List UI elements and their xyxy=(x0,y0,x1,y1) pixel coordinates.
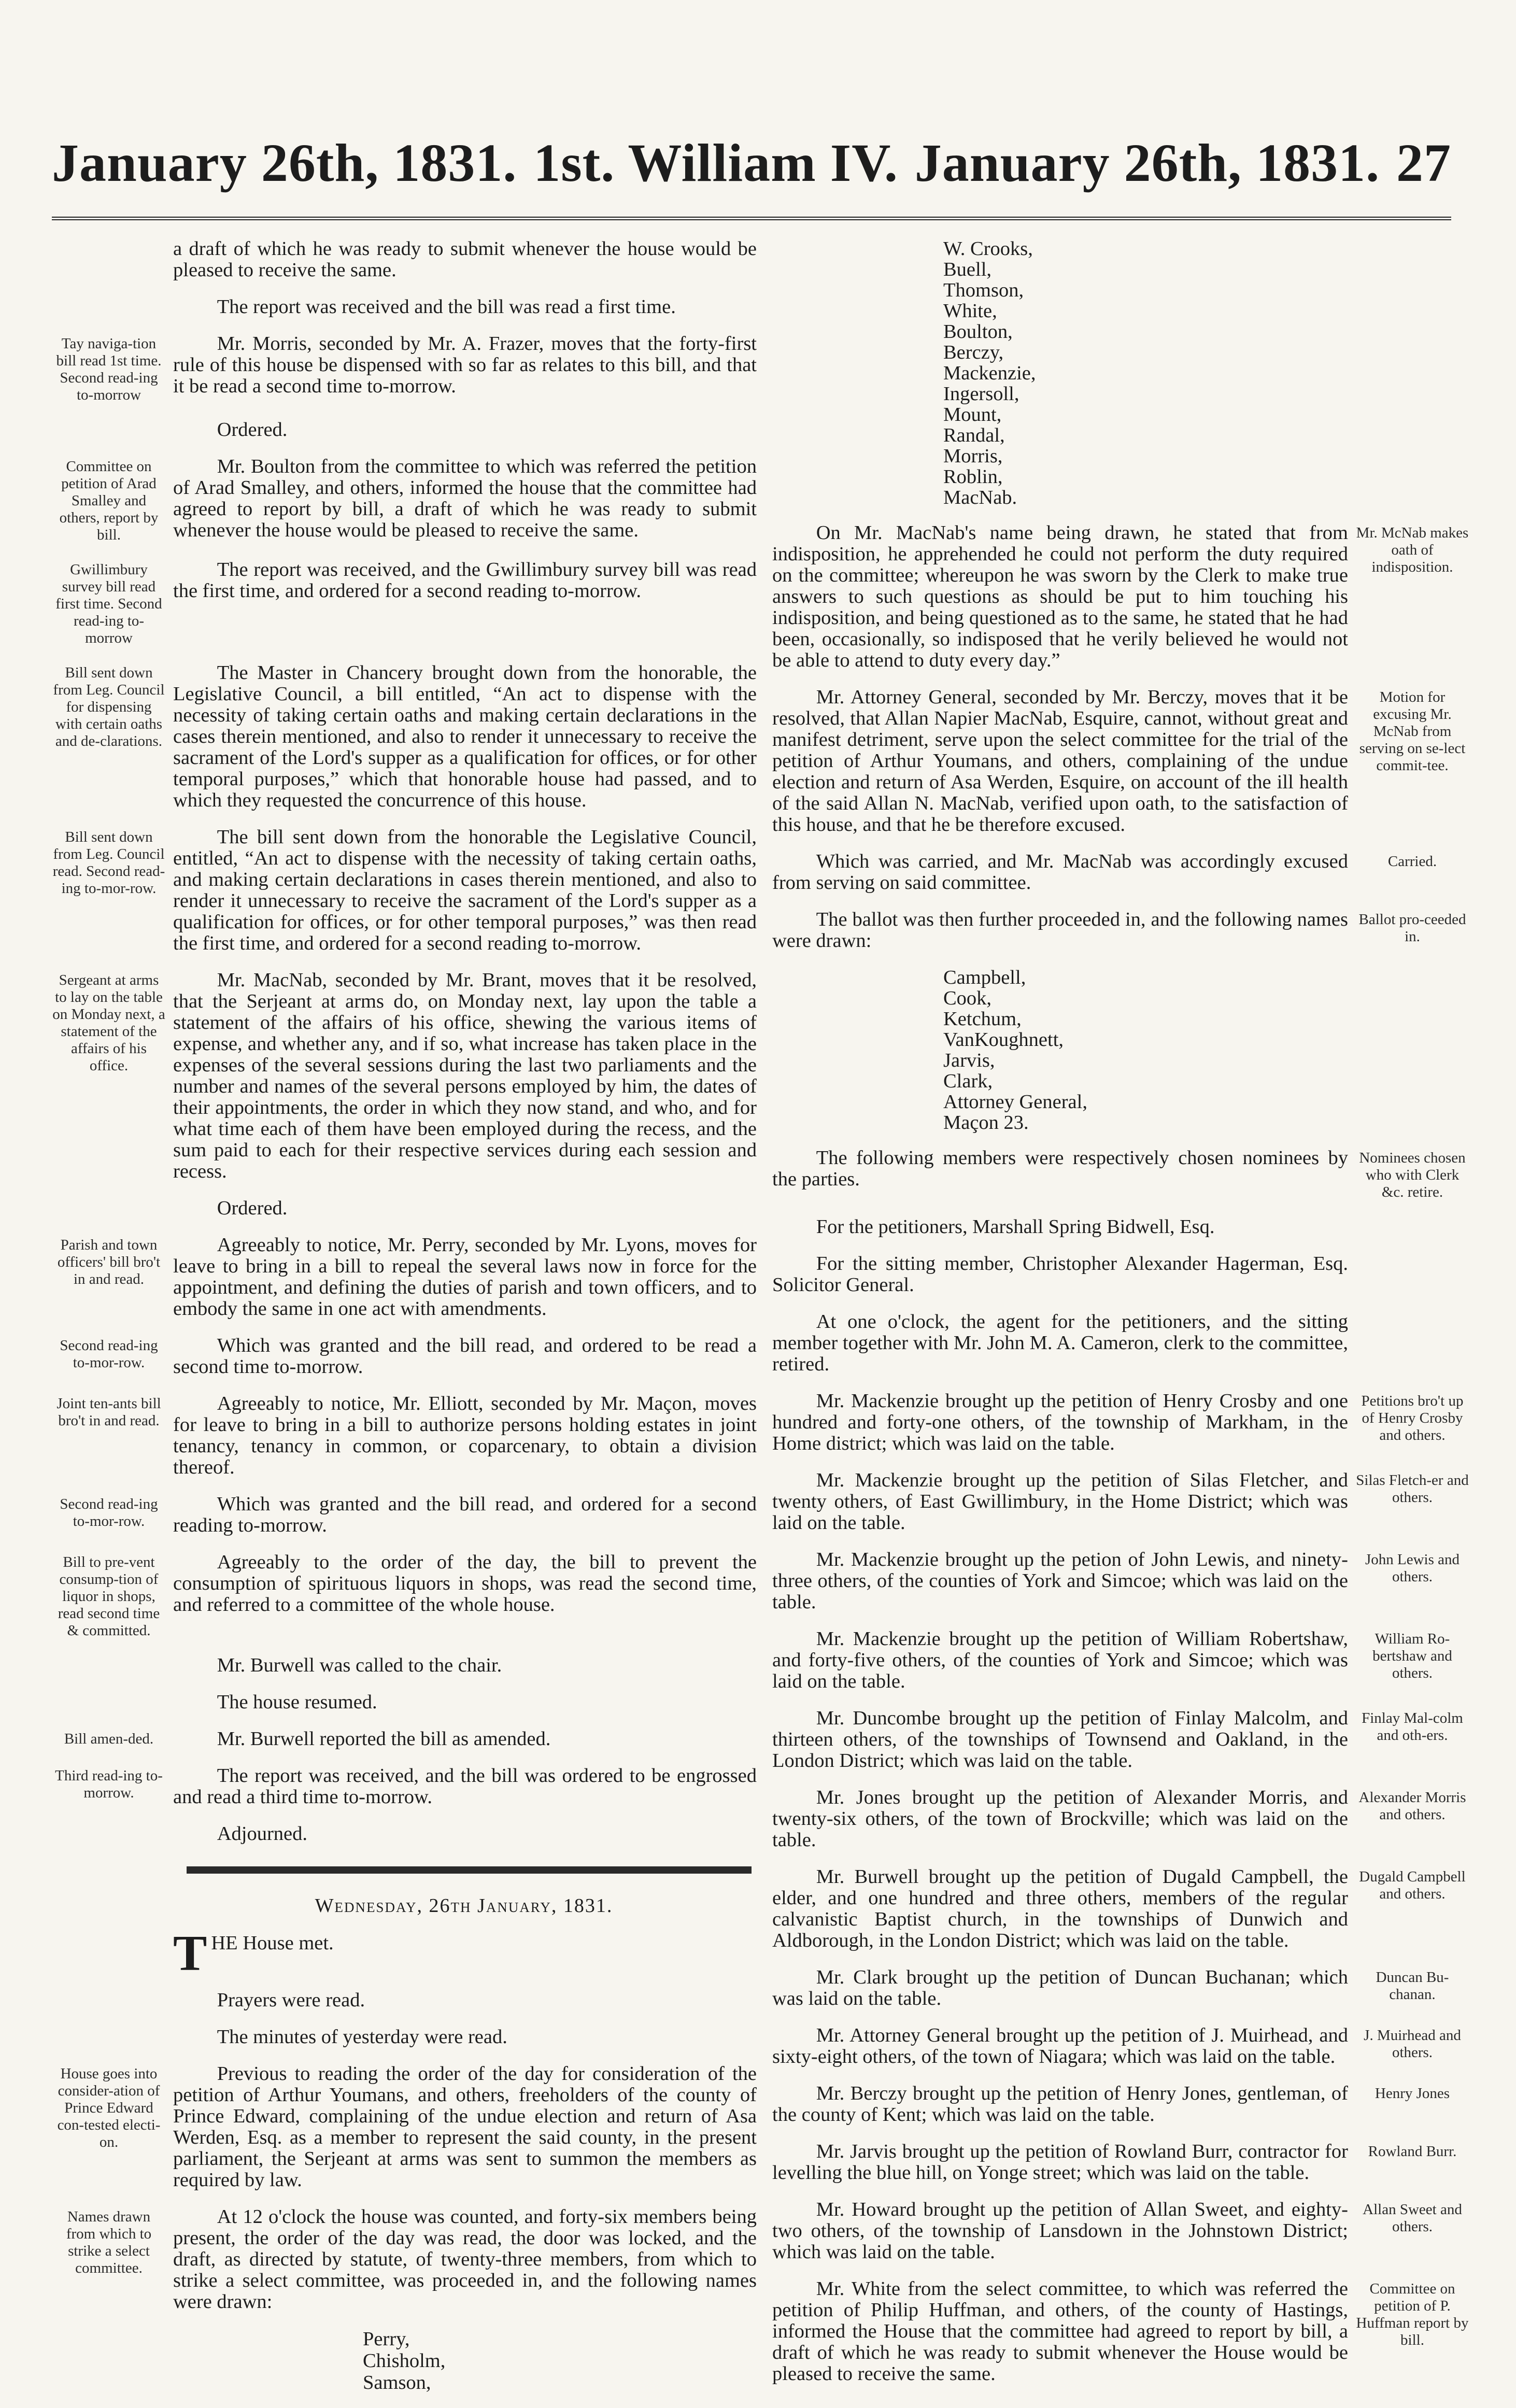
left-intro: a draft of which he was ready to submit whenever the house would be pleased to receive the same. xyxy=(173,238,757,281)
paragraph-entry xyxy=(772,687,1469,835)
member-name: Jarvis, xyxy=(943,1050,995,1071)
paragraph-text: Adjourned. xyxy=(217,1823,307,1845)
right-entries xyxy=(772,522,1469,952)
right-name-list-2 xyxy=(772,967,1469,1133)
paragraph-text: Mr. Jones brought up the petition of Alexander Morris, and twenty-six others, of the town of Brockville; which was laid on the table. xyxy=(772,1787,1348,1851)
paragraph-entry xyxy=(772,2025,1469,2067)
paragraph-entry xyxy=(52,456,757,544)
paragraph-text: On Mr. MacNab's name being drawn, he stated that from indisposition, he apprehended he could not perform the duty required on the committee; whereupon he was sworn by the Clerk to make true answers to such questions as should be put to him touching his indisposition, and being questioned as to the same, he stated that he had been, occasionally, so indisposed that he verily believed he would not be able to attend to duty every day.” xyxy=(772,522,1348,671)
member-name: Boulton, xyxy=(943,321,1013,343)
margin-note: Dugald Campbell and others. xyxy=(1359,1868,1466,1902)
paragraph-text: Mr. Duncombe brought up the petition of Finlay Malcolm, and thirteen others, of the townships of Townsend and Oakland, in the London District; which was laid on the table. xyxy=(772,1707,1348,1772)
paragraph-text: At one o'clock, the agent for the petitioners, and the sitting member together with Mr. John M. A. Cameron, clerk to the committee, retired. xyxy=(772,1311,1348,1375)
paragraph-text: For the petitioners, Marshall Spring Bidwell, Esq. xyxy=(816,1216,1215,1238)
member-name: Mount, xyxy=(943,404,1002,426)
paragraph-entry xyxy=(772,2083,1469,2126)
prayers-read: Prayers were read. xyxy=(217,1989,365,2011)
paragraph-text: Mr. Burwell was called to the chair. xyxy=(217,1654,502,1676)
paragraph-text: At 12 o'clock the house was counted, and forty-six members being present, the order of the day was read, the door was locked, and the draft, as directed by statute, of twenty-three members, from which to strike a select committee, was proceeded in, and the following names were drawn: xyxy=(173,2206,757,2313)
margin-note: Carried. xyxy=(1387,853,1437,870)
margin-note: Bill sent down from Leg. Council read. Second read-ing to-mor-row. xyxy=(52,829,165,897)
paragraph-entry xyxy=(52,1552,757,1639)
paragraph-text: Previous to reading the order of the day for consideration of the petition of Arthur Youmans, and others, freeholders of the county of Prince Edward, complaining of the undue election and return of Asa Werden, Esq. as a member to represent the said county, in the present parliament, the Serjeant at arms was sent to summon the members as required by law. xyxy=(173,2063,757,2191)
paragraph-text: Mr. Burwell reported the bill as amended. xyxy=(217,1728,551,1750)
margin-note xyxy=(52,1823,166,1845)
paragraph-text: The house resumed. xyxy=(217,1691,377,1713)
margin-note: Alexander Morris and others. xyxy=(1358,1789,1466,1823)
minutes-read: The minutes of yesterday were read. xyxy=(217,2026,507,2048)
paragraph-text: Mr. Howard brought up the petition of Allan Sweet, and eighty-two others, of the township of Lansdown in the Johnstown District; which was laid on the table. xyxy=(772,2199,1348,2263)
margin-note: Finlay Mal-colm and oth-ers. xyxy=(1362,1710,1463,1744)
paragraph-entry xyxy=(52,2206,757,2313)
member-name: Ketchum, xyxy=(943,1008,1022,1030)
margin-note xyxy=(52,419,166,441)
left-entries xyxy=(52,333,757,1845)
drop-cap: T xyxy=(173,1925,207,1981)
paragraph-text: Mr. MacNab, seconded by Mr. Brant, moves that it be resolved, that the Serjeant at arms do, on Monday next, lay upon the table a statement of the affairs of his office, shewing the various items of expense, and whether any, and if so, what increase has taken place in the expenses of the several sessions during the last two parliaments and the number and names of the several persons employed by him, the dates of their appointments, the order in which they now stand, and who, and for what time each of them have been employed during the recess, and the sum paid to each for their respective services during each session and recess. xyxy=(173,969,757,1182)
margin-note xyxy=(52,1692,166,1713)
paragraph-text: The bill sent down from the honorable the Legislative Council, entitled, “An act to dispense with the necessity of taking certain oaths, and making certain declarations in cases therein mentioned, and also to render it unnecessary to receive the sacrament of the Lord's supper as a qualification for offices, or for other temporal purposes,” was then read the first time, and ordered for a second reading to-morrow. xyxy=(173,826,757,954)
margin-note: Bill sent down from Leg. Council for dispensing with certain oaths and de-clarations. xyxy=(53,664,165,749)
right-entries-2 xyxy=(772,1148,1469,2385)
member-name: Attorney General, xyxy=(943,1091,1087,1113)
margin-note: Sergeant at arms to lay on the table on Monday next, a statement of the affairs of his office. xyxy=(52,972,165,1074)
member-name: Chisholm, xyxy=(363,2350,446,2372)
margin-note: Gwillimbury survey bill read first time. Second read-ing to-morrow xyxy=(55,561,162,646)
paragraph-text: Which was carried, and Mr. MacNab was accordingly excused from serving on said committee. xyxy=(772,851,1348,894)
member-name: Clark, xyxy=(943,1070,993,1092)
member-name: Berczy, xyxy=(943,342,1004,363)
house-met: THE House met. xyxy=(173,1925,334,1981)
paragraph-entry xyxy=(52,970,757,1182)
paragraph-text: Which was granted and the bill read, and ordered for a second reading to-morrow. xyxy=(173,1493,757,1536)
section-divider xyxy=(187,1866,752,1874)
paragraph-entry xyxy=(52,559,757,647)
paragraph-text: Mr. Mackenzie brought up the petition of Henry Crosby and one hundred and forty-one others, of the township of Markham, in the Home district; which was laid on the table. xyxy=(772,1390,1348,1454)
paragraph-entry xyxy=(772,1311,1469,1375)
margin-note: Motion for excusing Mr. McNab from serving on se-lect commit-tee. xyxy=(1359,689,1466,774)
paragraph-entry xyxy=(52,1765,757,1808)
paragraph-entry xyxy=(772,2199,1469,2263)
margin-note: Second read-ing to-mor-row. xyxy=(60,1337,158,1371)
paragraph-entry xyxy=(52,1335,757,1378)
paragraph-entry xyxy=(772,1787,1469,1851)
right-column xyxy=(772,238,1469,2400)
margin-note xyxy=(52,1198,166,1219)
margin-note: Bill to pre-vent consump-tion of liquor in shops, read second time & committed. xyxy=(58,1554,160,1639)
paragraph-text: Mr. Mackenzie brought up the petion of John Lewis, and ninety-three others, of the counties of York and Simcoe; which was laid on the table. xyxy=(772,1549,1348,1613)
paragraph-entry xyxy=(772,1148,1469,1201)
paragraph-entry xyxy=(52,1729,757,1750)
paragraph-entry xyxy=(772,1708,1469,1772)
paragraph-entry xyxy=(772,1253,1469,1296)
member-name: MacNab. xyxy=(943,487,1017,508)
margin-note: Duncan Bu-chanan. xyxy=(1376,1969,1449,2003)
margin-note: Committee on petition of Arad Smalley and others, report by bill. xyxy=(59,458,159,543)
paragraph-entry xyxy=(52,1198,757,1219)
margin-note: Silas Fletch-er and others. xyxy=(1356,1472,1469,1506)
right-name-list xyxy=(772,238,1469,508)
paragraph-text: The following members were respectively chosen nominees by the parties. xyxy=(772,1147,1348,1190)
paragraph-entry xyxy=(772,522,1469,671)
paragraph-text: Agreeably to the order of the day, the bill to prevent the consumption of spirituous liquors in shops, was read the second time, and referred to a committee of the whole house. xyxy=(173,1551,757,1616)
member-name: Perry, xyxy=(363,2328,410,2350)
member-name: White, xyxy=(943,300,997,322)
paragraph-text: Mr. Clark brought up the petition of Duncan Buchanan; which was laid on the table. xyxy=(772,1966,1348,2009)
member-name: Maçon 23. xyxy=(943,1112,1029,1134)
margin-note: Committee on petition of P. Huffman report by bill. xyxy=(1356,2280,1469,2348)
paragraph-text: Mr. Mackenzie brought up the petition of Silas Fletcher, and twenty others, of East Gwillimbury, in the Home District; which was laid on the table. xyxy=(772,1469,1348,1534)
paragraph-text: Mr. Attorney General, seconded by Mr. Berczy, moves that it be resolved, that Allan Napier MacNab, Esquire, cannot, without great and manifest detriment, serve upon the select committee for the trial of the petition of Arthur Youmans, and others, complaining of the undue election and return of Asa Werden, Esquire, on account of the ill health of the said Allan N. MacNab, verified upon oath, to the satisfaction of this house, and that he be therefore excused. xyxy=(772,686,1348,835)
paragraph-text: Mr. White from the select committee, to which was referred the petition of Philip Huffman, and others, of the county of Hastings, informed the House that the committee had agreed to report by bill, a draft of which he was ready to submit whenever the House would be pleased to receive the same. xyxy=(772,2278,1348,2385)
paragraph-entry xyxy=(772,2141,1469,2184)
margin-note xyxy=(1355,1311,1469,1375)
paragraph-entry xyxy=(52,1235,757,1320)
margin-note: Names drawn from which to strike a select committee. xyxy=(66,2208,152,2276)
margin-note: Henry Jones xyxy=(1375,2085,1450,2102)
paragraph-text: For the sitting member, Christopher Alexander Hagerman, Esq. Solicitor General. xyxy=(772,1253,1348,1296)
header-title: 1st. William IV. xyxy=(533,133,898,193)
paragraph-entry xyxy=(52,1823,757,1845)
margin-note: Rowland Burr. xyxy=(1368,2143,1457,2160)
header-rule xyxy=(52,217,1451,220)
member-name: Buell, xyxy=(943,259,992,280)
paragraph-text: Mr. Attorney General brought up the petition of J. Muirhead, and sixty-eight others, of the town of Niagara; which was laid on the table. xyxy=(772,2024,1348,2067)
running-header xyxy=(52,132,1451,200)
paragraph-text: The report was received, and the bill was ordered to be engrossed and read a third time to-morrow. xyxy=(173,1765,757,1808)
margin-note: William Ro-bertshaw and others. xyxy=(1372,1631,1452,1681)
paragraph-entry xyxy=(772,1866,1469,1951)
margin-note xyxy=(1355,1216,1469,1238)
paragraph-text: The ballot was then further proceeded in, and the following names were drawn: xyxy=(772,909,1348,952)
left-intro-2: The report was received and the bill was read a first time. xyxy=(217,296,676,318)
paragraph-entry xyxy=(52,827,757,954)
paragraph-text: The report was received, and the Gwillimbury survey bill was read the first time, and ordered for a second reading to-morrow. xyxy=(173,559,757,602)
margin-note: Tay naviga-tion bill read 1st time. Second read-ing to-morrow xyxy=(56,335,162,403)
member-name: VanKoughnett, xyxy=(943,1029,1064,1051)
left-name-list xyxy=(52,2328,757,2393)
margin-note: Nominees chosen who with Clerk &c. retire. xyxy=(1359,1150,1466,1200)
paragraph-entry xyxy=(52,419,757,441)
member-name: Ingersoll, xyxy=(943,383,1019,405)
paragraph-text: Mr. Mackenzie brought up the petition of William Robertshaw, and forty-five others, of the counties of York and Simcoe; which was laid on the table. xyxy=(772,1628,1348,1692)
member-name: Cook, xyxy=(943,987,992,1009)
margin-note: John Lewis and others. xyxy=(1365,1551,1460,1585)
paragraph-entry xyxy=(52,1655,757,1676)
left-column xyxy=(52,238,757,2408)
paragraph-entry xyxy=(52,333,757,404)
header-right-date: January 26th, 1831. xyxy=(914,133,1380,193)
margin-note: J. Muirhead and others. xyxy=(1364,2027,1461,2061)
margin-note xyxy=(52,1655,166,1676)
paragraph-text: Mr. Morris, seconded by Mr. A. Frazer, moves that the forty-first rule of this house be dispensed with so far as relates to this bill, and that it be read a second time to-morrow. xyxy=(173,333,757,397)
member-name: Morris, xyxy=(943,445,1003,467)
paragraph-text: Agreeably to notice, Mr. Perry, seconded by Mr. Lyons, moves for leave to bring in a bill to repeal the several laws now in force for the appointment, and defining the duties of parish and town officers, and to embody the same in one act with amendments. xyxy=(173,1234,757,1320)
paragraph-entry xyxy=(52,1494,757,1536)
paragraph-entry xyxy=(52,662,757,811)
paragraph-entry xyxy=(772,2278,1469,2385)
paragraph-text: Ordered. xyxy=(217,1197,288,1219)
paragraph-text: Agreeably to notice, Mr. Elliott, seconded by Mr. Maçon, moves for leave to bring in a bill to authorize persons holding estates in joint tenancy, tenancy in common, or coparcenary, to obtain a division thereof. xyxy=(173,1393,757,1478)
paragraph-text: Which was granted and the bill read, and ordered to be read a second time to-morrow. xyxy=(173,1335,757,1378)
paragraph-entry xyxy=(772,851,1469,894)
paragraph-entry xyxy=(52,2063,757,2191)
margin-note: Ballot pro-ceeded in. xyxy=(1358,911,1466,945)
paragraph-entry xyxy=(772,1470,1469,1534)
paragraph-entry xyxy=(772,1391,1469,1454)
paragraph-entry xyxy=(772,1967,1469,2009)
dateline: Wednesday, 26th January, 1831. xyxy=(315,1895,613,1917)
paragraph-text: Mr. Boulton from the committee to which was referred the petition of Arad Smalley, and others, informed the house that the committee had agreed to report by bill, a draft of which he was ready to submit whenever the house would be pleased to receive the same. xyxy=(173,456,757,541)
paragraph-text: Mr. Burwell brought up the petition of Dugald Campbell, the elder, and one hundred and three others, members of the regular calvanistic Baptist church, in the townships of Dunwich and Aldborough, in the London District; which was laid on the table. xyxy=(772,1866,1348,1951)
paragraph-entry xyxy=(52,1393,757,1478)
paragraph-entry xyxy=(772,1216,1469,1238)
margin-note: House goes into consider-ation of Prince Edward con-tested electi-on. xyxy=(57,2065,161,2150)
page-number: 27 xyxy=(1396,133,1451,193)
paragraph-entry xyxy=(772,1628,1469,1692)
member-name: Thomson, xyxy=(943,279,1024,301)
margin-note: Second read-ing to-mor-row. xyxy=(60,1496,158,1529)
paragraph-text: Ordered. xyxy=(217,419,288,441)
margin-note: Mr. McNab makes oath of indisposition. xyxy=(1356,525,1469,575)
paragraph-entry xyxy=(52,1692,757,1713)
margin-note: Petitions bro't up of Henry Crosby and others. xyxy=(1361,1393,1464,1443)
margin-note: Parish and town officers' bill bro't in and read. xyxy=(57,1237,161,1287)
margin-note: Joint ten-ants bill bro't in and read. xyxy=(56,1395,161,1429)
paragraph-entry xyxy=(772,909,1469,952)
member-name: Mackenzie, xyxy=(943,362,1036,384)
margin-note xyxy=(1355,1253,1469,1296)
paragraph-text: Mr. Berczy brought up the petition of Henry Jones, gentleman, of the county of Kent; which was laid on the table. xyxy=(772,2083,1348,2126)
margin-note: Third read-ing to-morrow. xyxy=(55,1767,163,1801)
paragraph-text: The Master in Chancery brought down from the honorable, the Legislative Council, a bill entitled, “An act to dispense with the necessity of taking certain oaths and making certain declarations in the cases therein mentioned, and also to render it unnecessary to receive the sacrament of the Lord's supper as a qualification for offices, or for other temporal purposes,” which that honorable house had passed, and to which they requested the concurrence of this house. xyxy=(173,662,757,811)
paragraph-text: Mr. Jarvis brought up the petition of Rowland Burr, contractor for levelling the blue hill, on Yonge street; which was laid on the table. xyxy=(772,2141,1348,2184)
paragraph-entry xyxy=(772,1549,1469,1613)
member-name: Randal, xyxy=(943,424,1005,446)
member-name: Campbell, xyxy=(943,967,1026,988)
left-entries-2 xyxy=(52,2063,757,2313)
member-name: Samson, xyxy=(363,2372,431,2393)
member-name: W. Crooks, xyxy=(943,238,1033,260)
margin-note: Allan Sweet and others. xyxy=(1363,2201,1462,2235)
margin-note: Bill amen-ded. xyxy=(64,1731,154,1747)
member-name: Roblin, xyxy=(943,466,1003,488)
header-left-date: January 26th, 1831. xyxy=(52,133,517,193)
